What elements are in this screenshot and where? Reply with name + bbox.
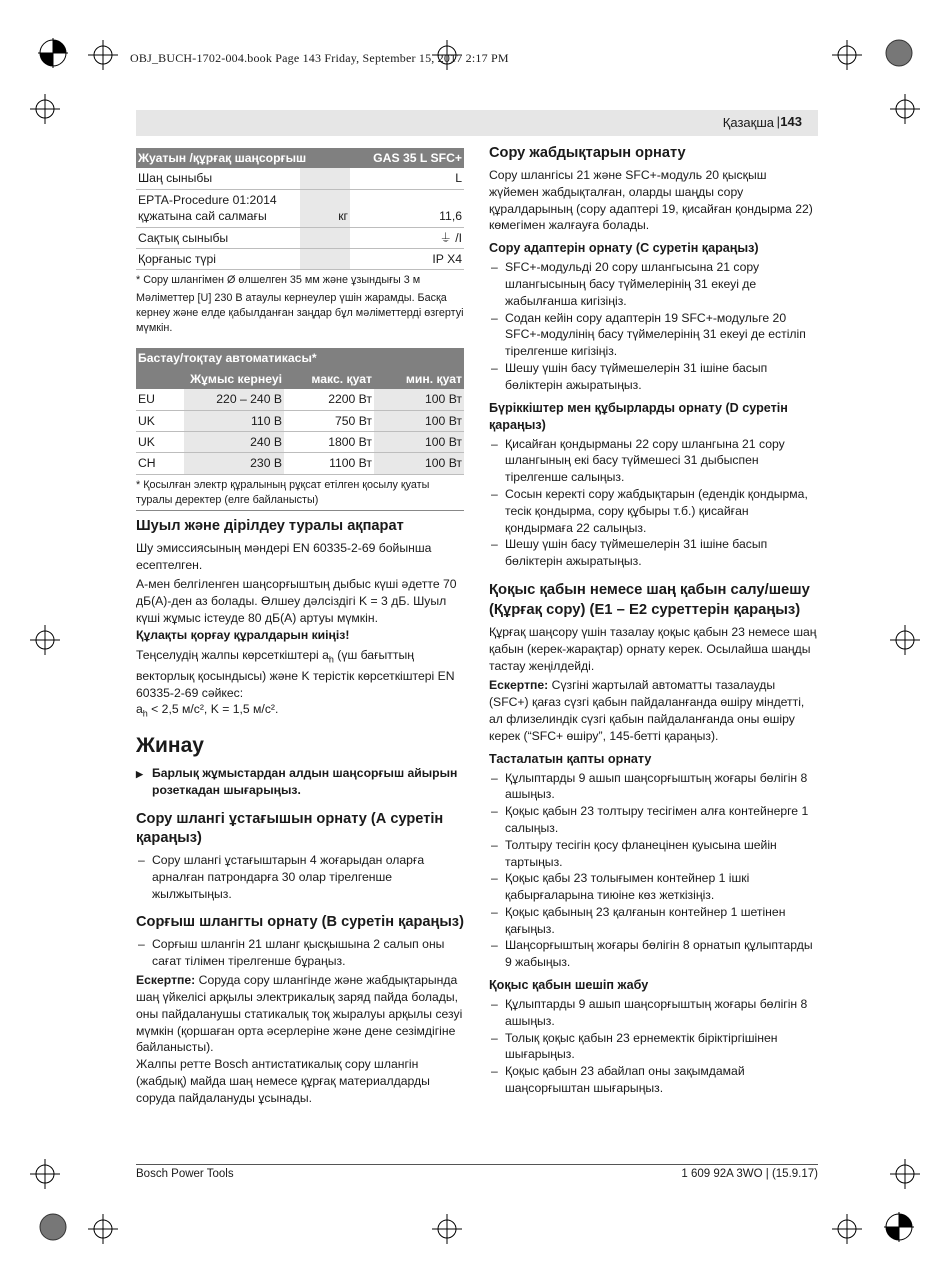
spec-label: EPTA-Procedure 01:2014 құжатына сай салмағы [136, 189, 300, 227]
max-cell: 750 Вт [284, 410, 374, 431]
list-item: – Толтыру тесігін қосу фланецінен қуысына шейін тартыңыз. [489, 837, 817, 871]
crosshair-mark-icon [832, 1214, 862, 1244]
crosshair-mark-icon [832, 40, 862, 70]
left-column [136, 148, 464, 1110]
list-item: – Шешу үшін басу түймешелерін 31 ішіне басып бөліктерін ажыратыңыз. [489, 360, 817, 394]
liner-title: Тасталатын қапты орнату [489, 751, 652, 766]
table-row [136, 189, 464, 227]
region-cell: CH [136, 453, 184, 474]
table-row [136, 453, 464, 474]
auto-table-note: * Қосылған электр құралының рұқсат етілген қосылу қуаты туралы деректер (елге байланысты) [136, 478, 464, 511]
col-min: мин. қуат [405, 371, 462, 386]
table-row [136, 389, 464, 410]
spec-table-head-right: GAS 35 L SFC+ [373, 151, 462, 165]
col-voltage: Жұмыс кернеуі [190, 371, 282, 386]
table-row [136, 168, 464, 189]
list-item: – Сосын керекті сору жабдықтарын (едендік қондырма, тесік қондырма, сору құбыры т.б.) қисайған қондырмаға 22 салыңыз. [489, 486, 817, 536]
bag-note-text: Сүзгіні жартылай автоматты тазалауды (SFC+) қағаз сүзгі қабын пайдаланғанда өшіру міндетті, ал флизелиндік сүзгі қабын пайдаланғанда оны өшіру керек (“SFC+ өшіру”, 145-бетті қараңыз). [489, 678, 805, 743]
bag-paragraph: Құрғақ шаңсору үшін тазалау қоқыс қабын 23 немесе шаң қабын (керек-жарақтар) орнату керек. Осылайша шаңды тастау жеңілдейді. [489, 624, 817, 673]
max-cell: 1800 Вт [284, 432, 374, 453]
auto-table [136, 348, 464, 474]
noise-p4-rest: (үш бағыттың векторлық қосындысы) және K терістік көрсеткіштері EN 60335-2-69 сәйкес: [136, 647, 455, 700]
list-item: – Қоқыс қабын 23 абайлап оны зақымдамай шаңсорғыштан шығарыңыз. [489, 1063, 817, 1097]
max-cell: 2200 Вт [284, 389, 374, 410]
assembly-note [136, 972, 464, 1056]
list-item: – Қоқыс қабын 23 толтыру тесігімен алға контейнерге 1 салыңыз. [489, 803, 817, 837]
header-page-number: 143 [780, 114, 802, 129]
spec-value: ⏚ /I [350, 227, 464, 248]
list-item: – Шаңсорғыштың жоғары бөлігін 8 орнатып құлыптарды 9 жабыңыз. [489, 937, 817, 971]
spec-table-head-left: Жуатын /құрғақ шаңсорғыш [138, 151, 307, 165]
table-row [136, 249, 464, 270]
hose-holder-list [136, 852, 464, 902]
list-item: – Шешу үшін басу түймешелерін 31 ішіне басып бөліктерін ажыратыңыз. [489, 536, 817, 570]
print-info: OBJ_BUCH-1702-004.book Page 143 Friday, September 15, 2017 2:17 PM [130, 51, 509, 65]
page-header [136, 110, 818, 136]
max-cell: 1100 Вт [284, 453, 374, 474]
noise-p4-text: Теңселудің жалпы көрсеткіштері a [136, 647, 329, 662]
region-cell: UK [136, 432, 184, 453]
spec-value: L [350, 168, 464, 189]
list-item: – Қоқыс қабының 23 қалғанын контейнер 1 шетінен қағыңыз. [489, 904, 817, 938]
list-item: – SFC+-модульді 20 сору шлангысына 21 сору шлангысының басу түймелерінің 31 екеуі де жабылғанша кигізіңіз. [489, 259, 817, 309]
assembly-title: Жинау [136, 733, 204, 757]
spec-table [136, 148, 464, 270]
spec-value: IP X4 [350, 249, 464, 270]
min-cell: 100 Вт [374, 410, 464, 431]
auto-table-title: Бастау/тоқтау автоматикасы* [138, 351, 317, 366]
page-footer [136, 1164, 818, 1180]
suction-hose-title: Сорғыш шлангты орнату (В суретін қараңыз) [136, 913, 464, 930]
spec-value: 11,6 [350, 189, 464, 227]
note-text: Соруда сору шлангінде және жабдықтарында шаң үйкелісі арқылы электрикалық заряд пайда болады, оны пайдаланушы статикалық тоқ жыралуы арқылы сезуі мүмкін (қоршаған орта әсерлеріне және дене сезімдігіне байланысты). [136, 973, 463, 1055]
list-item: – Құлыптарды 9 ашып шаңсорғыштың жоғары бөлігін 8 ашыңыз. [489, 770, 817, 804]
gray-dot-mark-icon [884, 38, 914, 68]
region-cell: UK [136, 410, 184, 431]
noise-p4-sub: h [328, 654, 334, 665]
bag-title: Қоқыс қабын немесе шаң қабын салу/шешу (Құрғақ сору) (E1 – E2 суреттерін қараңыз) [489, 581, 810, 618]
spec-unit [300, 249, 350, 270]
noise-p5-rest: < 2,5 м/с², K = 1,5 м/с². [147, 702, 279, 717]
registration-mark-icon [884, 1212, 914, 1242]
crosshair-mark-icon [432, 1214, 462, 1244]
list-item: – Толық қоқыс қабын 23 ернемектік біріктіргішінен шығарыңыз. [489, 1030, 817, 1064]
noise-p5-text: a [136, 702, 143, 717]
table-row [136, 227, 464, 248]
header-separator: | [776, 114, 780, 129]
registration-mark-icon [38, 38, 68, 68]
right-column [489, 144, 817, 1100]
spec-label: Сақтық сыныбы [136, 227, 300, 248]
crosshair-mark-icon [890, 1159, 920, 1189]
liner-list [489, 770, 817, 972]
suction-hose-list [136, 936, 464, 970]
accessories-paragraph: Сору шлангісы 21 және SFC+-модуль 20 қысқыш жүйемен жабдықталған, оларды шаңды сору құралдарының (сору адаптері 19, қисайған қондырма 22) көмегімен жалғауға болады. [489, 168, 813, 233]
remove-title: Қоқыс қабын шешіп жабу [489, 978, 649, 993]
col-max: макс. қуат [311, 371, 372, 386]
bag-note-label: Ескертпе: [489, 678, 549, 693]
noise-p3: Құлақты қорғау құралдарын киіңіз! [136, 627, 350, 642]
region-cell: EU [136, 389, 184, 410]
spec-unit [300, 227, 350, 248]
assembly-warning: ▶ Барлық жұмыстардан алдын шаңсорғыш айырын розеткадан шығарыңыз. [136, 765, 464, 799]
spec-unit [300, 168, 350, 189]
fittings-list [489, 436, 817, 570]
note-label: Ескертпе: [136, 973, 196, 988]
accessories-title: Сору жабдықтарын орнату [489, 145, 686, 161]
spec-label: Шаң сыныбы [136, 168, 300, 189]
list-item: – Сорғыш шлангін 21 шланг қысқышына 2 салып оны сағат тілімен тірелгенше бұраңыз. [136, 936, 464, 970]
footer-right: 1 609 92A 3WO | (15.9.17) [681, 1168, 818, 1180]
adapter-title: Сору адаптерін орнату (С суретін қараңыз) [489, 241, 759, 256]
crosshair-mark-icon [88, 1214, 118, 1244]
list-item: – Қисайған қондырманы 22 сору шлангына 21 сору шлангының екі басу түймешесі 31 дыбыспен тірелгенше салыңыз. [489, 436, 817, 486]
noise-title: Шуыл және дірілдеу туралы ақпарат [136, 517, 404, 534]
spec-note-2: Мәліметтер [U] 230 В атаулы кернеулер үшін жарамды. Басқа кернеу және елде қабылданған заңдар бұл мәліметтерді өзгертуі мүмкін. [136, 292, 464, 335]
header-language: Қазақша [722, 115, 774, 130]
crosshair-mark-icon [890, 625, 920, 655]
remove-list [489, 996, 817, 1097]
crosshair-mark-icon [30, 625, 60, 655]
crosshair-mark-icon [88, 40, 118, 70]
noise-p1: Шу эмиссиясының мәндері EN 60335-2-69 бойынша есептелген. [136, 540, 432, 572]
hose-holder-title: Сору шлангі ұстағышын орнату (А суретін қараңыз) [136, 811, 444, 847]
noise-p5 [136, 701, 464, 722]
table-row [136, 410, 464, 431]
footer-left: Bosch Power Tools [136, 1168, 234, 1180]
min-cell: 100 Вт [374, 453, 464, 474]
crosshair-mark-icon [30, 1159, 60, 1189]
list-item: – Содан кейін сору адаптерін 19 SFC+-модульге 20 SFC+-модулінің басу түймелерінің 31 екеуі де естіліп тірелгенше кигізіңіз. [489, 310, 817, 360]
noise-p2: А-мен белгіленген шаңсорғыштың дыбыс күші әдетте 70 дБ(А)-ден аз болады. Өлшеу дәлсіздігі K = 3 дБ. Шуыл күші жұмыс істеуде 80 дБ(А) артуы мүмкін. [136, 577, 457, 626]
list-item: – Сору шлангі ұстағыштарын 4 жоғарыдан оларға арналған патрондарға 30 олар тірелгенше жылжытыңыз. [136, 852, 464, 902]
crosshair-mark-icon [30, 94, 60, 124]
gray-dot-mark-icon [38, 1212, 68, 1242]
spec-note-1: * Сору шлангімен Ø өлшелген 35 мм және ұзындығы 3 м [136, 274, 421, 287]
adapter-list [489, 259, 817, 393]
table-row [136, 432, 464, 453]
list-item: – Қоқыс қабы 23 толығымен контейнер 1 ішкі қабырғаларына тиюіне көз жеткізіңіз. [489, 870, 817, 904]
noise-p4 [136, 647, 464, 702]
voltage-cell: 230 В [184, 453, 284, 474]
bag-note [489, 677, 817, 744]
voltage-cell: 220 – 240 В [184, 389, 284, 410]
fittings-title: Бүріккіштер мен құбырларды орнату (D суретін қараңыз) [489, 400, 788, 432]
crosshair-mark-icon [890, 94, 920, 124]
voltage-cell: 240 В [184, 432, 284, 453]
voltage-cell: 110 В [184, 410, 284, 431]
assembly-note-2: Жалпы ретте Bosch антистатикалық сору шлангін (жабдық) майда шаң немесе құрғақ материалдарды соруда пайдалануды ұсынады. [136, 1057, 430, 1105]
min-cell: 100 Вт [374, 432, 464, 453]
spec-unit: кг [300, 189, 350, 227]
list-item: – Құлыптарды 9 ашып шаңсорғыштың жоғары бөлігін 8 ашыңыз. [489, 996, 817, 1030]
noise-p5-sub: h [142, 708, 148, 719]
spec-label: Қорғаныс түрі [136, 249, 300, 270]
min-cell: 100 Вт [374, 389, 464, 410]
